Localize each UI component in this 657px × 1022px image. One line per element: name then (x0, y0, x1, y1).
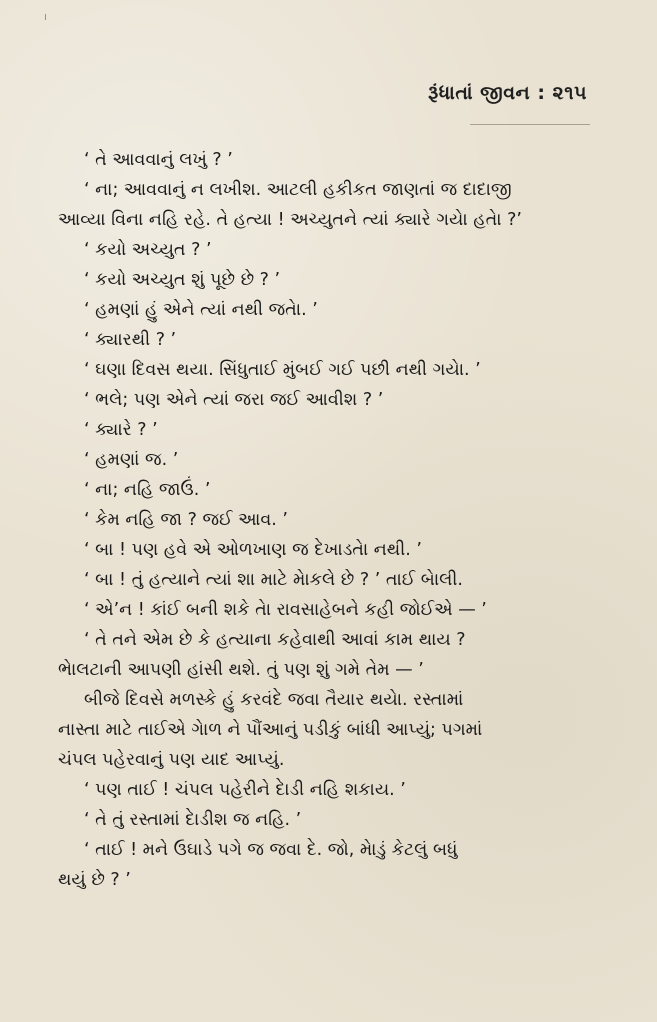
text-line: ‘ તે તું રસ્તામાં દેાડીશ જ નહિ. ’ (84, 810, 302, 830)
text-line: ‘ ક્યારથી ? ’ (84, 330, 177, 350)
text-line: ‘ ના; આવવાનું ન લખીશ. આટલી હકીકત જાણતાં જ દાદાજી (84, 180, 512, 200)
page-body-text (58, 145, 614, 895)
text-line: ‘ કયો અચ્યુત શું પૂછે છે ? ’ (84, 270, 281, 290)
text-line: ભેાલટાની આપણી હાંસી થશે. તું પણ શું ગમે તેમ — ’ (58, 660, 424, 680)
text-line: ‘ ક્યારે ? ’ (84, 420, 158, 440)
text-line: થયું છે ? ’ (58, 870, 131, 890)
text-line: ‘ તે આવવાનું લખું ? ’ (84, 150, 233, 170)
text-line: ‘ કેમ નહિ જા ? જઈ આવ. ’ (84, 510, 288, 530)
running-header: રૂંધાતાં જીવન : ૨૧૫ (428, 82, 587, 104)
text-line: ‘ તે તને એમ છે કે હત્યાના કહેવાથી આવાં કામ થાય ? (84, 630, 466, 650)
text-line: ‘ બા ! પણ હવે એ ઓળખાણ જ દેખાડતેા નથી. ’ (84, 540, 422, 560)
text-line: ‘ બા ! તું હત્યાને ત્યાં શા માટે મેાકલે છે ? ’ તાઈ બેાલી. (84, 570, 463, 590)
text-line: બીજે દિવસે મળસ્કે હું કરવંદે જવા તૈયાર થયેા. રસ્તામાં (84, 690, 464, 710)
header-divider (470, 124, 590, 125)
text-line: ‘ પણ તાઈ ! ચંપલ પહેરીને દેાડી નહિ શકાય. ’ (84, 780, 406, 800)
text-line: ‘ ના; નહિ જાઉં. ’ (84, 480, 211, 500)
text-line: આવ્યા વિના નહિ રહે. તે હત્યા ! અચ્યુતને ત્યાં ક્યારે ગયેા હતેા ?’ (58, 210, 522, 230)
text-line: ‘ કયો અચ્યુત ? ’ (84, 240, 212, 260)
text-line: ‘ તાઈ ! મને ઉઘાડે પગે જ જવા દે. જો, મેાડું કેટલું બધું (84, 840, 458, 860)
text-line: ‘ હમણાં જ. ’ (84, 450, 179, 470)
text-line: ‘ ભલે; પણ એને ત્યાં જરા જઈ આવીશ ? ’ (84, 390, 384, 410)
text-line: ‘ એ’ન ! કાંઈ બની શકે તેા રાવસાહેબને કહી જોઈએ — ’ (84, 600, 487, 620)
text-line: ‘ ઘણા દિવસ થયા. સિંધુતાઈ મુંબઈ ગઈ પછી નથી ગયેા. ’ (84, 360, 481, 380)
text-line: ‘ હમણાં હું એને ત્યાં નથી જતેા. ’ (84, 300, 318, 320)
text-line: ચંપલ પહેરવાનું પણ યાદ આપ્યું. (58, 750, 285, 770)
text-line: નાસ્તા માટે તાઈએ ગેાળ ને પૌંઆનું પડીકું બાંધી આપ્યું; પગમાં (58, 720, 483, 740)
margin-mark (45, 14, 46, 20)
